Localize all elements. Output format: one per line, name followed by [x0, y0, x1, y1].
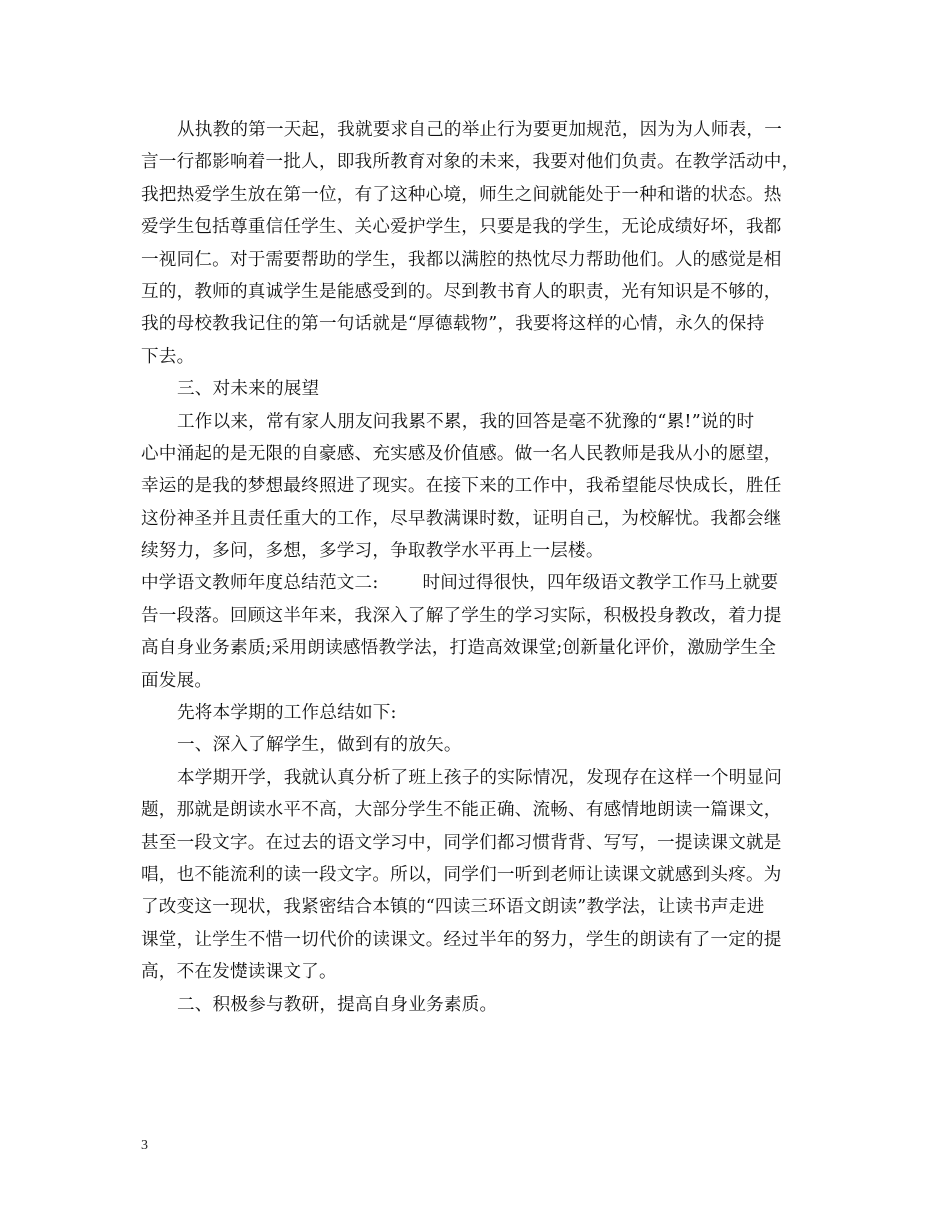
article-title-line — [141, 567, 821, 599]
text-line: 甚至一段文字。在过去的语文学习中，同学们都习惯背背、写写，一提读课文就是 — [141, 832, 782, 853]
section-heading: 二、积极参与教研，提高自身业务素质。 — [177, 994, 498, 1015]
text-line: 我的母校教我记住的第一句话就是“厚德载物”，我要将这样的心情，永久的保持 — [141, 314, 765, 335]
text-line: 互的，教师的真诚学生是能感受到的。尽到教书育人的职责，光有知识是不够的， — [141, 281, 782, 302]
text-line: 从执教的第一天起，我就要求自己的举止行为要更加规范，因为为人师表，一 — [177, 120, 782, 140]
text-line: 了改变这一现状，我紧密结合本镇的“四读三环语文朗读”教学法，让读书声走进 — [141, 897, 765, 918]
text-line: 唱，也不能流利的读一段文字。所以，同学们一听到老师让读课文就感到头疼。为 — [141, 864, 782, 885]
text-line: 课堂，让学生不惜一切代价的读课文。经过半年的努力，学生的朗读有了一定的提 — [141, 929, 782, 950]
article-opening-text: 时间过得很快，四年级语文教学工作马上就要 — [422, 573, 779, 594]
text-line: 下去。 — [141, 346, 195, 367]
page-number: 3 — [141, 1138, 148, 1153]
text-line: 这份神圣并且责任重大的工作，尽早教满课时数，证明自己，为校解忧。我都会继 — [141, 508, 782, 529]
section-heading: 三、对未来的展望 — [177, 379, 320, 400]
text-line: 先将本学期的工作总结如下: — [177, 703, 397, 724]
text-line: 言一行都影响着一批人，即我所教育对象的未来，我要对他们负责。在教学活动中， — [141, 152, 800, 173]
text-line: 本学期开学，我就认真分析了班上孩子的实际情况，发现存在这样一个明显问 — [177, 767, 782, 788]
text-line: 爱学生包括尊重信任学生、关心爱护学生，只要是我的学生，无论成绩好坏，我都 — [141, 217, 782, 238]
text-line: 工作以来，常有家人朋友问我累不累，我的回答是毫不犹豫的“累!”说的时 — [177, 411, 755, 432]
text-line: 心中涌起的是无限的自豪感、充实感及价值感。做一名人民教师是我从小的愿望， — [141, 443, 782, 464]
text-line: 面发展。 — [141, 670, 213, 691]
text-line: 高，不在发憷读课文了。 — [141, 962, 337, 983]
text-line: 幸运的是我的梦想最终照进了现实。在接下来的工作中，我希望能尽快成长，胜任 — [141, 476, 782, 497]
text-line: 高自身业务素质;采用朗读感悟教学法，打造高效课堂;创新量化评价，激励学生全 — [141, 638, 777, 659]
document-body — [141, 114, 821, 1021]
text-line: 续努力，多问，多想，多学习，争取教学水平再上一层楼。 — [141, 541, 604, 562]
section-heading: 一、深入了解学生，做到有的放矢。 — [177, 735, 462, 756]
text-line: 一视同仁。对于需要帮助的学生，我都以满腔的热忱尽力帮助他们。人的感觉是相 — [141, 249, 782, 270]
text-line: 题，那就是朗读水平不高，大部分学生不能正确、流畅、有感情地朗读一篇课文， — [141, 800, 782, 821]
article-title: 中学语文教师年度总结范文二: — [141, 573, 379, 594]
text-line: 告一段落。回顾这半年来，我深入了解了学生的学习实际，积极投身教改，着力提 — [141, 605, 782, 626]
text-line: 我把热爱学生放在第一位，有了这种心境，师生之间就能处于一种和谐的状态。热 — [141, 184, 782, 205]
